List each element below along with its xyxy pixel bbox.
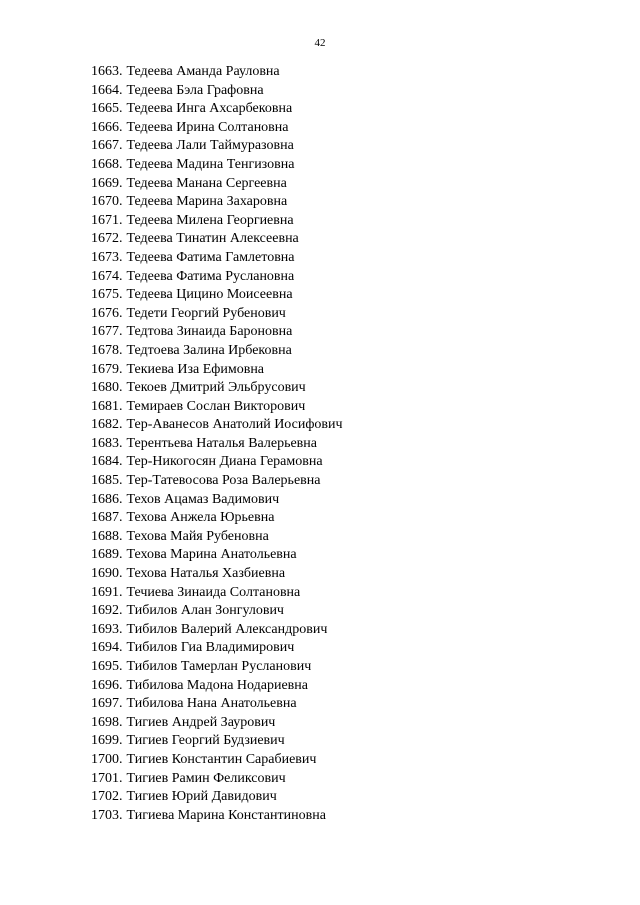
entry-number: 1678. xyxy=(91,342,123,358)
list-item xyxy=(91,379,343,398)
list-item xyxy=(91,565,343,584)
entry-number: 1683. xyxy=(91,435,123,451)
entry-number: 1685. xyxy=(91,473,123,489)
entry-name: Техова Анжела Юрьевна xyxy=(126,510,275,526)
entry-number: 1664. xyxy=(91,82,123,98)
entry-name: Тигиев Юрий Давидович xyxy=(126,789,277,805)
entry-name: Тедтоева Залина Ирбековна xyxy=(126,342,292,358)
list-item xyxy=(91,714,343,733)
entry-name: Тедеева Тинатин Алексеевна xyxy=(126,231,299,247)
entry-name: Техова Марина Анатольевна xyxy=(126,547,297,563)
entry-name: Техова Наталья Хазбиевна xyxy=(126,566,286,582)
list-item xyxy=(91,491,343,510)
entry-number: 1692. xyxy=(91,603,123,619)
list-item xyxy=(91,119,343,138)
entry-name: Тедеева Бэла Графовна xyxy=(126,82,264,98)
list-item xyxy=(91,212,343,231)
entry-name: Тигиев Георгий Будзиевич xyxy=(126,733,285,749)
list-item xyxy=(91,305,343,324)
entry-name: Тедети Георгий Рубенович xyxy=(126,305,286,321)
entry-number: 1686. xyxy=(91,491,123,507)
entry-name: Тедеева Лали Таймуразовна xyxy=(126,138,294,154)
entry-number: 1700. xyxy=(91,751,123,767)
entry-name: Тибилов Валерий Александрович xyxy=(126,621,328,637)
entry-name: Тедеева Фатима Гамлетовна xyxy=(126,249,295,265)
entry-name: Тедеева Манана Сергеевна xyxy=(126,175,287,191)
list-item xyxy=(91,546,343,565)
entry-name: Тибилова Нана Анатольевна xyxy=(126,696,297,712)
list-item xyxy=(91,788,343,807)
entry-name: Тибилов Гиа Владимирович xyxy=(126,640,295,656)
list-item xyxy=(91,584,343,603)
entry-name: Тигиев Андрей Заурович xyxy=(126,714,276,730)
entry-number: 1688. xyxy=(91,528,123,544)
list-item xyxy=(91,323,343,342)
list-item xyxy=(91,193,343,212)
list-item xyxy=(91,528,343,547)
list-item xyxy=(91,286,343,305)
entry-name: Течиева Зинаида Солтановна xyxy=(126,584,301,600)
entry-number: 1676. xyxy=(91,305,123,321)
entry-name: Техов Ацамаз Вадимович xyxy=(126,491,280,507)
list-item xyxy=(91,416,343,435)
entry-name: Тер-Татевосова Роза Валерьевна xyxy=(126,473,321,489)
entry-name: Тедеева Фатима Руслановна xyxy=(126,268,295,284)
list-item xyxy=(91,602,343,621)
entry-number: 1667. xyxy=(91,138,123,154)
entry-number: 1699. xyxy=(91,733,123,749)
entry-number: 1695. xyxy=(91,659,123,674)
list-item xyxy=(91,770,343,789)
entry-name: Тигиева Марина Константиновна xyxy=(126,807,326,823)
list-item xyxy=(91,398,343,417)
name-list xyxy=(91,63,343,825)
entry-name: Тигиев Рамин Феликсович xyxy=(126,770,286,786)
entry-number: 1674. xyxy=(91,268,123,284)
entry-number: 1691. xyxy=(91,584,123,600)
entry-number: 1684. xyxy=(91,454,123,470)
entry-number: 1672. xyxy=(91,231,123,247)
list-item xyxy=(91,732,343,751)
entry-number: 1687. xyxy=(91,510,123,526)
entry-name: Темираев Сослан Викторович xyxy=(126,398,306,414)
entry-name: Текиева Иза Ефимовна xyxy=(126,361,265,377)
list-item xyxy=(91,639,343,658)
list-item xyxy=(91,361,343,380)
entry-number: 1669. xyxy=(91,175,123,191)
entry-number: 1673. xyxy=(91,249,123,265)
entry-number: 1701. xyxy=(91,770,123,786)
list-item xyxy=(91,100,343,119)
entry-number: 1668. xyxy=(91,156,123,172)
entry-number: 1681. xyxy=(91,398,123,414)
list-item xyxy=(91,137,343,156)
entry-number: 1698. xyxy=(91,714,123,730)
entry-number: 1693. xyxy=(91,621,123,637)
entry-number: 1690. xyxy=(91,566,123,582)
entry-number: 1671. xyxy=(91,212,123,228)
entry-name: Тер-Аванесов Анатолий Иосифович xyxy=(126,417,343,433)
list-item xyxy=(91,435,343,454)
entry-name: Тедеева Инга Ахсарбековна xyxy=(126,101,293,117)
list-item xyxy=(91,63,343,82)
list-item xyxy=(91,175,343,194)
entry-number: 1696. xyxy=(91,677,123,693)
list-item xyxy=(91,621,343,640)
entry-name: Терентьева Наталья Валерьевна xyxy=(126,435,317,451)
entry-number: 1702. xyxy=(91,789,123,805)
entry-name: Тедеева Марина Захаровна xyxy=(126,194,288,210)
list-item xyxy=(91,509,343,528)
entry-name: Тедеева Милена Георгиевна xyxy=(126,212,294,228)
entry-name: Тигиев Константин Сарабиевич xyxy=(126,751,317,767)
list-item xyxy=(91,249,343,268)
entry-number: 1670. xyxy=(91,194,123,210)
entry-name: Тедеева Мадина Тенгизовна xyxy=(126,156,295,172)
page-number: 42 xyxy=(314,37,326,49)
entry-name: Текоев Дмитрий Эльбрусович xyxy=(126,380,306,396)
entry-number: 1666. xyxy=(91,119,123,135)
entry-number: 1697. xyxy=(91,696,123,712)
list-item xyxy=(91,342,343,361)
entry-number: 1679. xyxy=(91,361,123,377)
list-item xyxy=(91,472,343,491)
list-item xyxy=(91,453,343,472)
entry-name: Тер-Никогосян Диана Герамовна xyxy=(126,454,323,470)
entry-name: Тедеева Ирина Солтановна xyxy=(126,119,289,135)
entry-name: Тедеева Цицино Моисеевна xyxy=(126,287,293,303)
entry-name: Тедеева Аманда Рауловна xyxy=(126,64,280,79)
entry-number: 1689. xyxy=(91,547,123,563)
list-item xyxy=(91,677,343,696)
entry-number: 1675. xyxy=(91,287,123,303)
list-item xyxy=(91,268,343,287)
entry-number: 1677. xyxy=(91,324,123,340)
entry-name: Тедтова Зинаида Бароновна xyxy=(126,324,293,340)
list-item xyxy=(91,695,343,714)
list-item xyxy=(91,807,343,826)
entry-number: 1703. xyxy=(91,807,123,823)
entry-number: 1680. xyxy=(91,380,123,396)
list-item xyxy=(91,230,343,249)
entry-number: 1682. xyxy=(91,417,123,433)
list-item xyxy=(91,82,343,101)
entry-name: Тибилова Мадона Нодариевна xyxy=(126,677,308,693)
entry-number: 1663. xyxy=(91,64,123,79)
entry-name: Техова Майя Рубеновна xyxy=(126,528,269,544)
entry-name: Тибилов Тамерлан Русланович xyxy=(126,659,312,674)
list-item xyxy=(91,156,343,175)
entry-name: Тибилов Алан Зонгулович xyxy=(126,603,284,619)
entry-number: 1665. xyxy=(91,101,123,117)
list-item xyxy=(91,751,343,770)
entry-number: 1694. xyxy=(91,640,123,656)
list-item xyxy=(91,658,343,677)
